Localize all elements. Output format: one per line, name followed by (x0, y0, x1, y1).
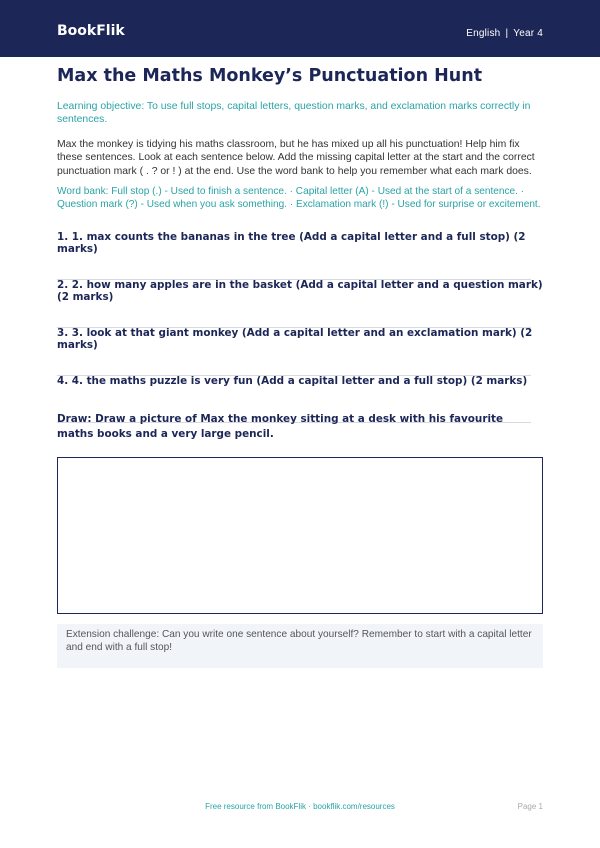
question-4: 4. 4. the maths puzzle is very fun (Add a capital letter and a full stop) (2 marks) (57, 375, 528, 387)
question-1: 1. 1. max counts the bananas in the tree (Add a capital letter and a full stop) (2 marks) (57, 231, 526, 255)
extension-challenge: Extension challenge: Can you write one sentence about yourself? Remember to start with a capital letter and end with a full stop! (57, 624, 543, 668)
page-header (0, 0, 600, 57)
meta-separator: | (505, 28, 509, 39)
footer-credit: Free resource from BookFlik · bookflik.com/resources (205, 802, 395, 811)
draw-prompt: Draw: Draw a picture of Max the monkey sitting at a desk with his favourite maths books and a very large pencil. (57, 413, 504, 440)
subject-year (466, 28, 543, 39)
page-title: Max the Maths Monkey’s Punctuation Hunt (57, 66, 483, 86)
brand-logo: BookFlik (57, 23, 125, 39)
year-label: Year 4 (513, 28, 543, 39)
drawing-box[interactable] (57, 457, 543, 614)
page-number: Page 1 (517, 802, 543, 811)
question-3: 3. 3. look at that giant monkey (Add a capital letter and an exclamation mark) (2 marks) (57, 327, 533, 351)
learning-objective: Learning objective: To use full stops, capital letters, question marks, and exclamation marks correctly in sentences. (57, 101, 531, 125)
word-bank: Word bank: Full stop (.) - Used to finish a sentence. · Capital letter (A) - Used at the start of a sentence. · Question mark (?) - Used when you ask something. · Exclamation mark (!) - Used for surprise or excitement. (57, 186, 541, 211)
subject-label: English (466, 28, 501, 39)
question-2: 2. 2. how many apples are in the basket (Add a capital letter and a question mark) (2 marks) (57, 279, 543, 303)
intro-text: Max the monkey is tidying his maths classroom, but he has mixed up all his punctuation! Help him fix these sentences. Look at each sentence below. Add the missing capital letter at the start and the correct punctuation mark ( . ? or ! ) at the end. Use the word bank to help you remember what each mark does. (57, 139, 535, 177)
